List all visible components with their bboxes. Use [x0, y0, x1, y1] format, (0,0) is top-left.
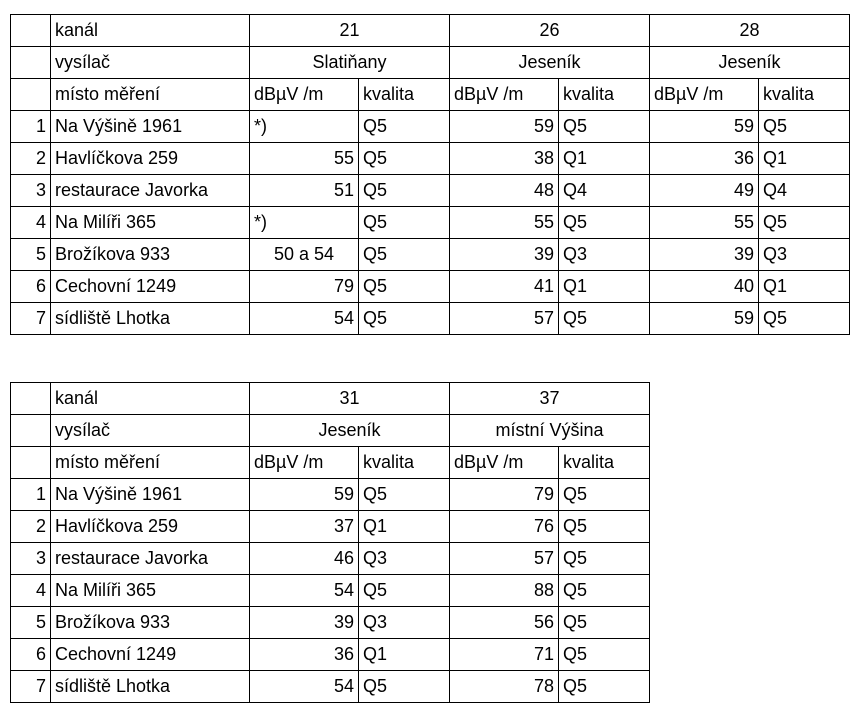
quality-value: Q5 — [759, 207, 850, 239]
quality-value: Q4 — [559, 175, 650, 207]
place-name: Cechovní 1249 — [51, 271, 250, 303]
signal-value: 50 a 54 — [250, 239, 359, 271]
signal-value: 78 — [450, 671, 559, 703]
index-cell — [11, 447, 51, 479]
quality-header: kvalita — [559, 447, 650, 479]
quality-header: kvalita — [359, 447, 450, 479]
place-name: Cechovní 1249 — [51, 639, 250, 671]
quality-value: Q1 — [759, 271, 850, 303]
place-name: Na Milíři 365 — [51, 575, 250, 607]
transmitter-name: Jeseník — [650, 47, 850, 79]
quality-value: Q5 — [759, 111, 850, 143]
quality-value: Q5 — [559, 607, 650, 639]
quality-value: Q5 — [359, 575, 450, 607]
quality-value: Q1 — [359, 511, 450, 543]
quality-header: kvalita — [559, 79, 650, 111]
quality-header: kvalita — [359, 79, 450, 111]
table-row — [11, 575, 650, 607]
place-label: místo měření — [51, 79, 250, 111]
quality-value: Q5 — [359, 143, 450, 175]
place-name: Na Milíři 365 — [51, 207, 250, 239]
signal-value: 54 — [250, 671, 359, 703]
quality-value: Q4 — [759, 175, 850, 207]
channel-number: 37 — [450, 383, 650, 415]
place-name: restaurace Javorka — [51, 175, 250, 207]
signal-value: 39 — [650, 239, 759, 271]
quality-value: Q5 — [559, 111, 650, 143]
signal-value: 59 — [650, 303, 759, 335]
place-name: Havlíčkova 259 — [51, 143, 250, 175]
transmitter-name: Slatiňany — [250, 47, 450, 79]
quality-value: Q1 — [559, 143, 650, 175]
channel-number: 28 — [650, 15, 850, 47]
signal-value: 55 — [650, 207, 759, 239]
measurement-table-2 — [10, 382, 650, 703]
transmitter-name: místní Výšina — [450, 415, 650, 447]
index-cell — [11, 15, 51, 47]
place-name: Na Výšině 1961 — [51, 111, 250, 143]
index-cell — [11, 383, 51, 415]
table-row — [11, 239, 850, 271]
channel-number: 26 — [450, 15, 650, 47]
quality-value: Q5 — [559, 479, 650, 511]
quality-value: Q5 — [559, 575, 650, 607]
quality-value: Q5 — [559, 511, 650, 543]
transmitter-name: Jeseník — [250, 415, 450, 447]
row-number: 1 — [11, 111, 51, 143]
quality-value: Q5 — [359, 271, 450, 303]
place-name: Brožíkova 933 — [51, 239, 250, 271]
signal-value: 49 — [650, 175, 759, 207]
column-header-row — [11, 79, 850, 111]
table-row — [11, 479, 650, 511]
quality-value: Q5 — [359, 303, 450, 335]
row-number: 2 — [11, 511, 51, 543]
signal-value: 51 — [250, 175, 359, 207]
quality-value: Q1 — [359, 639, 450, 671]
index-cell — [11, 415, 51, 447]
place-name: Havlíčkova 259 — [51, 511, 250, 543]
quality-value: Q5 — [359, 239, 450, 271]
signal-value: 59 — [650, 111, 759, 143]
row-number: 7 — [11, 671, 51, 703]
row-number: 4 — [11, 207, 51, 239]
signal-value: 76 — [450, 511, 559, 543]
quality-value: Q1 — [759, 143, 850, 175]
quality-value: Q5 — [559, 671, 650, 703]
transmitter-label: vysílač — [51, 47, 250, 79]
signal-value: *) — [250, 207, 359, 239]
signal-value: 48 — [450, 175, 559, 207]
place-name: sídliště Lhotka — [51, 671, 250, 703]
signal-value: 59 — [250, 479, 359, 511]
table-row — [11, 543, 650, 575]
signal-value: 56 — [450, 607, 559, 639]
quality-value: Q5 — [759, 303, 850, 335]
signal-value: 55 — [250, 143, 359, 175]
quality-value: Q5 — [359, 479, 450, 511]
quality-value: Q1 — [559, 271, 650, 303]
signal-value: 46 — [250, 543, 359, 575]
quality-value: Q5 — [559, 303, 650, 335]
index-cell — [11, 47, 51, 79]
channel-header-row — [11, 383, 650, 415]
row-number: 2 — [11, 143, 51, 175]
table-row — [11, 607, 650, 639]
table-row — [11, 303, 850, 335]
quality-value: Q5 — [559, 543, 650, 575]
quality-value: Q3 — [359, 607, 450, 639]
signal-value: 71 — [450, 639, 559, 671]
row-number: 3 — [11, 543, 51, 575]
signal-value: 79 — [450, 479, 559, 511]
table-row — [11, 143, 850, 175]
row-number: 5 — [11, 607, 51, 639]
table-row — [11, 671, 650, 703]
transmitter-label: vysílač — [51, 415, 250, 447]
signal-value: 40 — [650, 271, 759, 303]
unit-header: dBµV /m — [250, 447, 359, 479]
measurement-table-1 — [10, 14, 850, 335]
row-number: 5 — [11, 239, 51, 271]
signal-value: 57 — [450, 543, 559, 575]
row-number: 7 — [11, 303, 51, 335]
row-number: 6 — [11, 271, 51, 303]
row-number: 1 — [11, 479, 51, 511]
quality-value: Q3 — [359, 543, 450, 575]
quality-value: Q5 — [359, 111, 450, 143]
row-number: 3 — [11, 175, 51, 207]
channel-number: 31 — [250, 383, 450, 415]
signal-value: 54 — [250, 575, 359, 607]
unit-header: dBµV /m — [250, 79, 359, 111]
channel-header-row — [11, 15, 850, 47]
signal-value: 54 — [250, 303, 359, 335]
table-row — [11, 207, 850, 239]
signal-value: 36 — [650, 143, 759, 175]
quality-value: Q3 — [759, 239, 850, 271]
unit-header: dBµV /m — [650, 79, 759, 111]
quality-value: Q3 — [559, 239, 650, 271]
row-number: 6 — [11, 639, 51, 671]
row-number: 4 — [11, 575, 51, 607]
index-cell — [11, 79, 51, 111]
signal-value: 79 — [250, 271, 359, 303]
transmitter-name: Jeseník — [450, 47, 650, 79]
transmitter-header-row — [11, 47, 850, 79]
quality-header: kvalita — [759, 79, 850, 111]
signal-value: *) — [250, 111, 359, 143]
signal-value: 39 — [450, 239, 559, 271]
quality-value: Q5 — [559, 207, 650, 239]
table-row — [11, 511, 650, 543]
table-row — [11, 639, 650, 671]
signal-value: 39 — [250, 607, 359, 639]
table-row — [11, 111, 850, 143]
place-name: sídliště Lhotka — [51, 303, 250, 335]
signal-value: 88 — [450, 575, 559, 607]
unit-header: dBµV /m — [450, 79, 559, 111]
signal-value: 55 — [450, 207, 559, 239]
quality-value: Q5 — [559, 639, 650, 671]
signal-value: 36 — [250, 639, 359, 671]
signal-value: 38 — [450, 143, 559, 175]
quality-value: Q5 — [359, 207, 450, 239]
signal-value: 37 — [250, 511, 359, 543]
place-name: Brožíkova 933 — [51, 607, 250, 639]
column-header-row — [11, 447, 650, 479]
place-label: místo měření — [51, 447, 250, 479]
quality-value: Q5 — [359, 671, 450, 703]
place-name: Na Výšině 1961 — [51, 479, 250, 511]
transmitter-header-row — [11, 415, 650, 447]
table-row — [11, 271, 850, 303]
signal-value: 41 — [450, 271, 559, 303]
channel-label: kanál — [51, 383, 250, 415]
unit-header: dBµV /m — [450, 447, 559, 479]
channel-label: kanál — [51, 15, 250, 47]
place-name: restaurace Javorka — [51, 543, 250, 575]
signal-value: 57 — [450, 303, 559, 335]
signal-value: 59 — [450, 111, 559, 143]
table-row — [11, 175, 850, 207]
channel-number: 21 — [250, 15, 450, 47]
quality-value: Q5 — [359, 175, 450, 207]
